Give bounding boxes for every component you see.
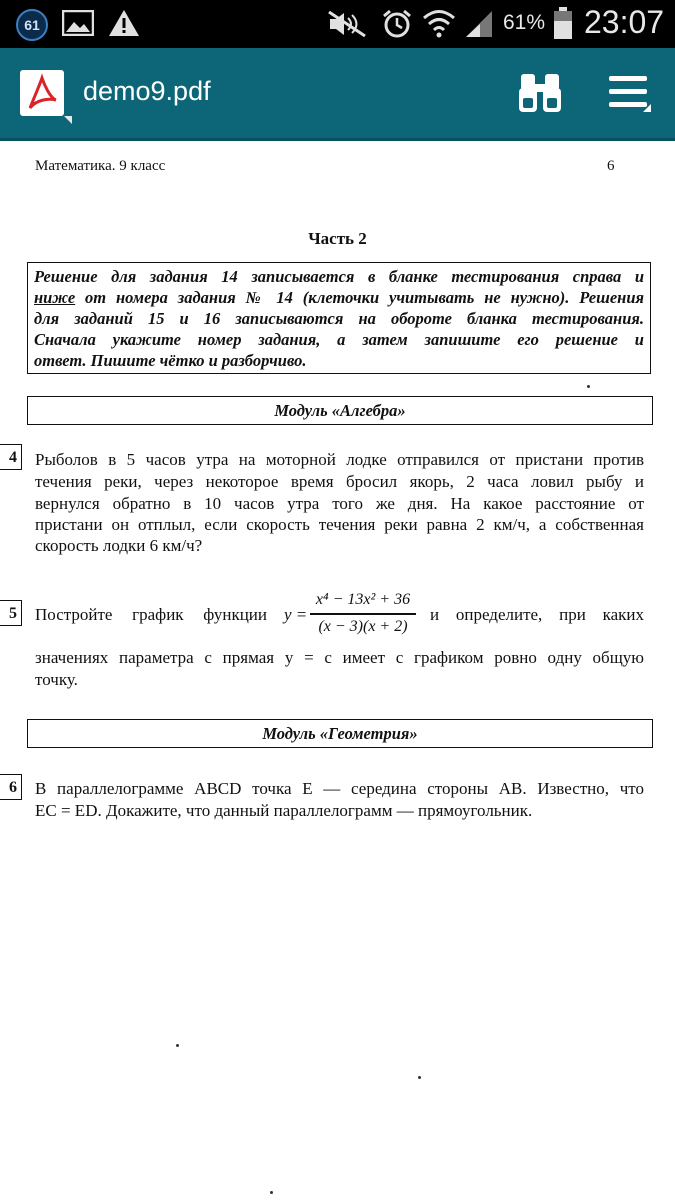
battery-percent: 61% [503,11,546,34]
scan-speck [270,1191,273,1194]
warning-icon [108,8,140,38]
search-binoculars-icon[interactable] [518,72,562,114]
page-number: 6 [607,158,615,174]
acrobat-icon [20,70,64,116]
task-15-numerator: x⁴ − 13x² + 36 [315,591,411,608]
status-bar [0,0,675,48]
gallery-icon [62,10,94,36]
pdf-app-icon[interactable] [20,70,64,116]
task-16-line: В параллелограмме ABCD точка E — середина стороны AB. Известно, что [35,779,644,798]
mute-icon [327,10,369,38]
menu-icon[interactable] [607,74,653,114]
task-16-number: 6 [0,774,22,800]
instructions-line-rest: от номера задания № 14 (клеточки учитывать не нужно). Решения [75,288,644,307]
signal-icon [464,10,494,38]
task-15-line: точку. [35,670,78,689]
task-15-number: 5 [0,600,22,626]
module-algebra-header: Модуль «Алгебра» [27,396,653,425]
task-15-tail: и определите, при каких [430,605,644,624]
scan-speck [587,385,590,388]
instructions-line: ответ. Пишите чётко и разборчиво. [34,351,307,370]
clock: 23:07 [584,4,665,40]
page-header-subject: Математика. 9 класс [35,158,166,174]
task-14-line: скорость лодки 6 км/ч? [35,536,203,555]
instructions-line: для заданий 15 и 16 записываются на обороте бланка тестирования. [34,309,644,328]
task-15-lead: Постройте график функции [35,605,267,624]
task-14-line: течения реки, через некоторое время бросил якорь, 2 часа ловил рыбу и [35,472,644,491]
instructions-box [27,262,651,374]
part-title: Часть 2 [308,229,367,248]
task-15-formula-y: y = [284,605,308,624]
module-geometry-header: Модуль «Геометрия» [27,719,653,748]
scan-speck [418,1076,421,1079]
app-bar [0,48,675,141]
instructions-line: Решение для задания 14 записывается в бланке тестирования справа и [34,267,644,286]
instructions-underlined-word: ниже [34,288,76,307]
notification-count-badge: 61 [16,9,48,41]
alarm-icon [381,8,413,40]
scan-speck [176,1044,179,1047]
file-name-title: demo9.pdf [83,76,211,106]
task-14-line: пристани он отплыл, если скорость течения реки равна 2 км/ч, а собственная [35,515,644,534]
task-14-line: Рыболов в 5 часов утра на моторной лодке отправился от пристани против [35,450,644,469]
instructions-line [34,288,644,308]
task-16-line: EC = ED. Докажите, что данный параллелограмм — прямоугольник. [35,801,533,820]
task-14-line: вернулся обратно в 10 часов утра того же дня. На какое расстояние от [35,494,644,513]
task-14-number: 4 [0,444,22,470]
wifi-icon [422,8,456,38]
fraction-bar [310,613,416,615]
task-15-line: значениях параметра c прямая y = c имеет с графиком ровно одну общую [35,648,644,667]
instructions-line: Сначала укажите номер задания, а затем запишите его решение и [34,330,644,349]
battery-icon [553,6,573,40]
pdf-page[interactable] [0,141,675,1200]
task-15-denominator: (x − 3)(x + 2) [318,618,408,635]
